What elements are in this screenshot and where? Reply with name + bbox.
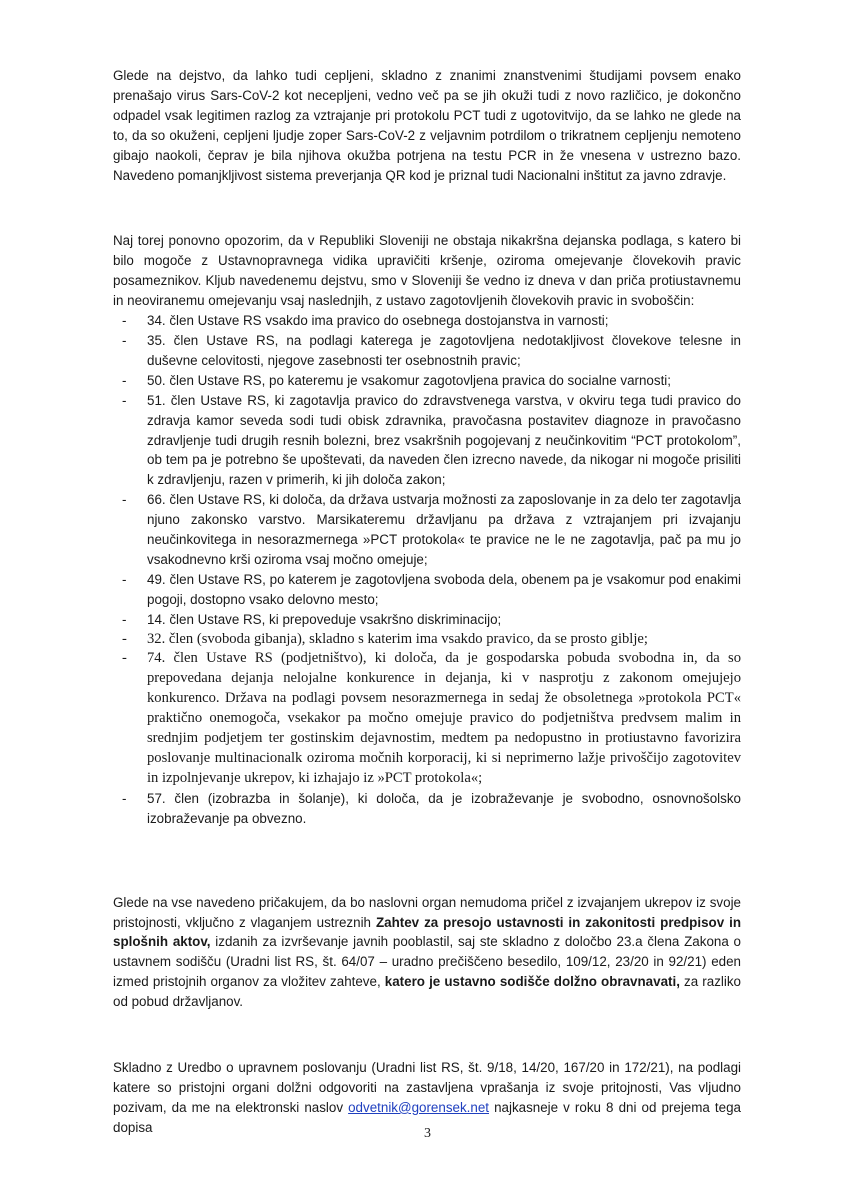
text-run: izdanih za izvrševanje javnih pooblastil, saj ste skladno z določbo 23.a člena Zakona o ustavnem sodišču (Uradni list RS, št. 64/07 – uradno prečiščeno besedilo, 109/12, 23/20 in 92/21) eden izmed pristojnih organov za vložitev zahteve,: [113, 934, 741, 990]
text-run: Skladno z Uredbo o upravnem poslovanju (Uradni list RS, št. 9/18, 14/20, 167/20 in 172/21), na podlagi katere so pristojni organi dolžni odgovoriti na zastavljena vprašanja iz svoje pritojnosti, Vas vljudno pozivam, da me na elektronski naslov: [113, 1060, 741, 1115]
text-run: za razliko od pobud državljanov.: [113, 974, 741, 1010]
document-page: [113, 66, 741, 1138]
paragraph-intro: Glede na dejstvo, da lahko tudi cepljeni, skladno z znanimi znanstvenimi študijami povsem enako prenašajo virus Sars-CoV-2 kot necepljeni, vedno več pa se jih okuži tudi z novo različico, je dokončno odpadel vsak legitimen razlog za vztrajanje pri protokolu PCT tudi z ugotovitvijo, da se lahko ne glede na to, da so okuženi, cepljeni ljudje zoper Sars-CoV-2 z veljavnim potrdilom o trikratnem cepljenju nemoteno gibajo naokoli, čeprav je bila njihova okužba potrjena na testu PCR in že vnesena v ustrezno bazo. Navedeno pomanjkljivost sistema preverjanja QR kod je priznal tudi Nacionalni inštitut za javno zdravje.: [113, 68, 741, 183]
text-run: najkasneje v roku 8 dni od prejema tega dopisa: [113, 1099, 741, 1135]
list-item: [113, 490, 741, 570]
list-item: [113, 331, 741, 371]
list-item-text: 34. člen Ustave RS vsakdo ima pravico do osebnega dostojanstva in varnosti;: [147, 313, 609, 329]
email-link[interactable]: odvetnik@gorensek.net: [348, 1099, 489, 1115]
list-item: [113, 789, 741, 829]
bullet-dash: -: [122, 392, 127, 408]
list-item-text: 51. člen Ustave RS, ki zagotavlja pravico do zdravstvenega varstva, v okviru tega tudi pravico do zdravja kamor seveda sodi tudi obisk zdravnika, pravočasna postavitev diagnoze in pravočasno zdravljenje tudi drugih resnih bolezni, brez vsakršnih pogojevanj z neučinkovitim “PCT protokolom”, ob tem pa je potrebno še upoštevati, da naveden člen izrecno navede, da nikogar ni mogoče prisiliti k zdravljenju, razen v primerih, ki jih določa zakon;: [147, 392, 741, 488]
paragraph-request: [113, 893, 741, 1012]
list-item: [113, 649, 741, 788]
list-item: [113, 570, 741, 610]
bold-text-run: Zahtev za presojo ustavnosti in zakonitosti predpisov in splošnih aktov,: [113, 914, 741, 950]
bullet-dash: -: [122, 372, 127, 388]
bullet-dash: -: [122, 650, 127, 667]
list-item: [113, 391, 741, 491]
list-item-text: 50. člen Ustave RS, po kateremu je vsakomur zagotovljena pravica do socialne varnosti;: [147, 372, 671, 388]
bullet-dash: -: [122, 630, 127, 647]
bold-text-run: katero je ustavno sodišče dolžno obravnavati,: [384, 974, 680, 990]
page-number: 3: [424, 1126, 431, 1141]
bullet-dash: -: [122, 611, 127, 627]
list-item-text: 49. člen Ustave RS, po katerem je zagotovljena svoboda dela, obenem pa je vsakomur pod enakimi pogoji, dostopno vsako delovno mesto;: [147, 571, 741, 607]
list-item: [113, 311, 741, 331]
list-item-text: 35. člen Ustave RS, na podlagi katerega je zagotovljena nedotakljivost človekove telesne in duševne celovitosti, njegove zasebnosti ter osebnostnih pravic;: [147, 332, 741, 368]
bullet-dash: -: [122, 790, 127, 806]
bullet-dash: -: [122, 332, 127, 348]
list-item: [113, 371, 741, 391]
list-item-text: 57. člen (izobrazba in šolanje), ki določa, da je izobraževanje je svobodno, osnovnošolsko izobraževanje pa obvezno.: [147, 790, 741, 826]
list-item: [113, 630, 741, 650]
paragraph-rights-intro: Naj torej ponovno opozorim, da v Republiki Sloveniji ne obstaja nikakršna dejanska podlaga, s katero bi bilo mogoče z Ustavnopravnega vidika upravičiti kršenje, oziroma omejevanje človekovih pravic posameznikov. Kljub navedenemu dejstvu, smo v Sloveniji še vedno iz dneva v dan priča protiustavnemu in neoviranemu omejevanju vsaj naslednjih, z ustavo zagotovljenih človekovih pravic in svoboščin:: [113, 233, 741, 309]
bullet-dash: -: [122, 571, 127, 587]
text-run: Glede na vse navedeno pričakujem, da bo naslovni organ nemudoma pričel z izvajanjem ukrepov iz svoje pristojnosti, vključno z vlaganjem ustreznih: [113, 894, 741, 930]
list-item: [113, 610, 741, 630]
list-item-text: 66. člen Ustave RS, ki določa, da država ustvarja možnosti za zaposlovanje in za delo ter zagotavlja njuno zakonsko varstvo. Marsikateremu državljanu pa država z vztrajanjem pri izvajanju neučinkovitega in nesorazmernega »PCT protokola« te pravice ne le ne zagotavlja, pač pa mu jo vsakodnevno krši oziroma vsaj močno omejuje;: [147, 492, 741, 567]
list-item-text: 14. člen Ustave RS, ki prepoveduje vsakršno diskriminacijo;: [147, 611, 502, 627]
bullet-dash: -: [122, 313, 127, 329]
bullet-dash: -: [122, 492, 127, 508]
list-item-text: 32. člen (svoboda gibanja), skladno s katerim ima vsakdo pravico, da se prosto giblje;: [147, 630, 648, 647]
list-item-text: 74. člen Ustave RS (podjetništvo), ki določa, da je gospodarska pobuda svobodna in, da so prepovedana dejanja nelojalne konkurence in dejanja, ki v nasprotju z zakonom omejujejo konkurenco. Država na podlagi povsem nesorazmernega in sedaj že obsoletnega »protokola PCT« praktično onemogoča, vsekakor pa močno omejuje pravico do podjetništva predvsem malim in srednjim podjetjem ter gostinskim dejavnostim, medtem pa nedopustno in protiustavno favorizira poslovanje multinacionalk oziroma močnih korporacij, ki si neprimerno lažje privoščijo zagotovitev in izpolnjevanje ukrepov, ki izhajajo iz »PCT protokola«;: [147, 650, 741, 786]
rights-list: [113, 311, 741, 829]
